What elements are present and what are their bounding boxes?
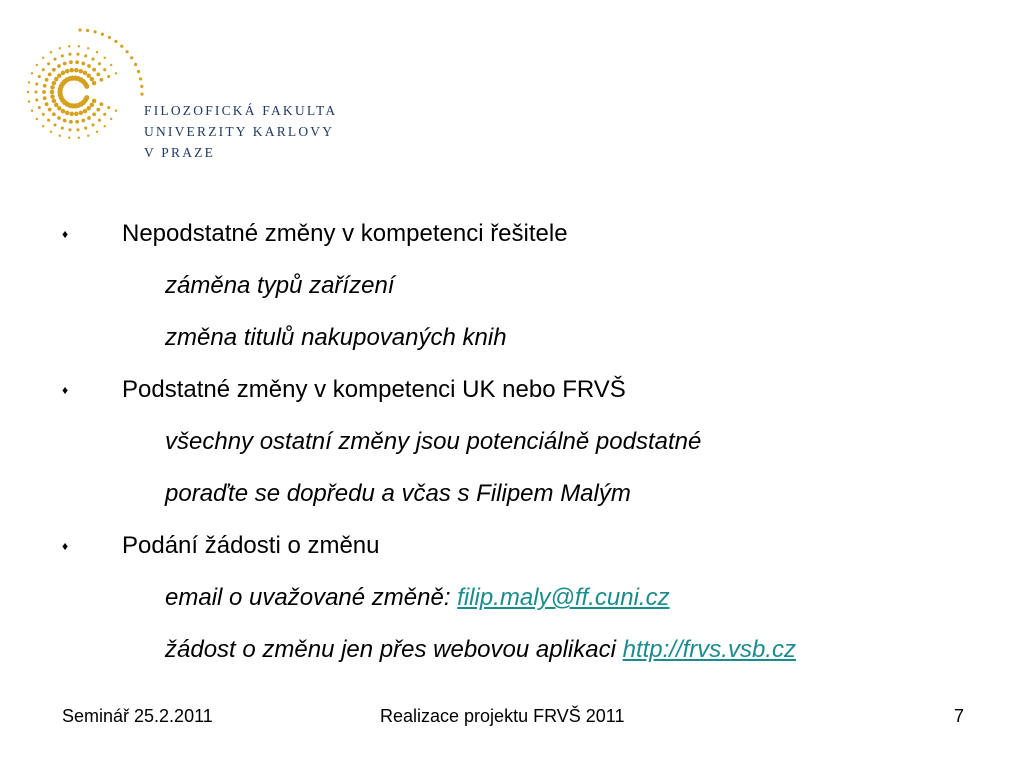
sun-dot [52,99,57,104]
sun-dot [68,45,70,47]
sun-dot [45,78,49,82]
sun-dot [104,57,106,59]
sun-dot [103,113,106,116]
sub-item [165,480,631,508]
sun-dot [53,58,56,61]
sun-dot [86,106,91,111]
sun-dot [36,64,38,66]
sun-dot [35,98,38,101]
sun-dot [76,53,79,56]
sun-dot [96,51,98,53]
sun-dot [65,111,70,116]
sun-dot [78,28,81,31]
sun-dot [87,64,91,68]
sun-dot [107,106,110,109]
sun-dot [61,71,66,76]
sun-dot [52,68,56,72]
sun-dot [110,118,112,120]
email-link[interactable]: filip.maly@ff.cuni.cz [457,584,670,611]
bullet-label: Nepodstatné změny v kompetenci řešitele [122,220,568,247]
sun-dot [114,40,117,43]
sun-dot [61,109,66,114]
sun-dot [81,119,85,123]
sub-item-text: žádost o změnu jen přes webovou aplikaci [165,636,623,663]
sun-dot [57,116,61,120]
sun-dot [68,137,70,139]
sun-dot [84,127,87,130]
sun-dot [120,45,123,48]
footer-center: Realizace projektu FRVŠ 2011 [380,706,625,726]
sub-item-text: všechny ostatní změny jsou potenciálně podstatné [165,428,702,455]
sun-dot [100,78,104,82]
sun-dot [28,81,30,83]
sun-dot [83,71,88,76]
logo-line-2: UNIVERZITY KARLOVY [144,124,335,139]
sun-dot [57,64,61,68]
web-app-link[interactable]: http://frvs.vsb.cz [622,636,796,663]
sun-dot [57,106,62,111]
sun-dot [68,128,71,131]
sun-dot [69,120,73,124]
sun-dot [84,84,89,89]
sun-dot [104,125,106,127]
sun-dot [90,103,95,108]
sun-dot [52,81,57,86]
sun-dot [130,56,133,59]
sun-dot [92,68,96,72]
sub-item [165,636,796,664]
sun-dot [31,72,33,74]
sun-dot [42,90,46,94]
sun-dot [47,119,50,122]
diamond-bullet-icon: ♦ [62,539,69,553]
sun-dot [98,119,101,122]
sun-dot [126,50,129,53]
sun-dot [86,73,91,78]
sun-dot [92,81,97,86]
sun-dot [59,47,61,49]
sub-item [165,272,394,300]
sun-dot [96,131,98,133]
sun-dot [78,45,80,47]
sun-dot [45,102,49,106]
sun-dot [78,137,80,139]
sun-dot [50,51,52,53]
sun-dot [54,77,59,82]
sun-dot [42,57,44,59]
sun-logo-icon [26,14,156,164]
sub-item-text: poraďte se dopředu a včas s Filipem Malým [165,480,631,507]
sun-dot [98,62,101,65]
sun-dot [48,108,52,112]
sun-dot [47,62,50,65]
sun-dot [65,69,70,74]
sun-dot [52,112,56,116]
sun-dot [75,60,79,64]
sun-dot [36,118,38,120]
footer-page-number: 7 [954,706,965,726]
footer-left: Seminář 25.2.2011 [62,706,213,726]
sun-dot [34,90,37,93]
logo-line-1: FILOZOFICKÁ FAKULTA [144,103,338,118]
sun-dot [28,100,30,102]
sun-dot [68,53,71,56]
sun-dot [69,112,74,117]
logo-line-3: V PRAZE [144,145,216,160]
sun-dot [42,113,45,116]
sun-dot [54,103,59,108]
sun-dot [107,75,110,78]
sun-dot [42,125,44,127]
sun-dot [63,119,67,123]
sun-dot [140,85,143,88]
sun-dot [50,85,55,90]
sub-item [165,428,701,456]
sun-dot [43,84,47,88]
sun-dot [110,64,112,66]
sun-dot [115,72,117,74]
sun-dot [43,96,47,100]
sun-dot [79,111,84,116]
sun-dot [31,110,33,112]
sun-dot [61,127,64,130]
sun-dot [63,62,67,66]
sun-dot [38,75,41,78]
sun-dot [35,83,38,86]
sun-dot [50,90,55,95]
sun-dot [59,135,61,137]
sub-item-text: email o uvažované změně: [165,584,458,611]
sun-dot [57,73,62,78]
sub-item-text: záměna typů zařízení [165,272,395,299]
sun-dot [139,77,142,80]
sun-dot [108,36,111,39]
bullet-label: Podstatné změny v kompetenci UK nebo FRVŠ [122,376,626,403]
sun-dot [61,54,64,57]
sun-dot [74,112,79,117]
sun-dot [83,109,88,114]
sun-dot [38,106,41,109]
sun-dot [96,108,100,112]
sun-dot [96,73,100,77]
sun-dot [84,54,87,57]
bullet-label: Podání žádosti o změnu [122,532,380,559]
sun-dot [91,58,94,61]
sun-dot [53,123,56,126]
sun-dot [92,112,96,116]
sun-dot [115,110,117,112]
sun-dot [94,30,97,33]
sun-dot [87,135,89,137]
logo-wordmark [144,100,337,163]
sub-item-text: změna titulů nakupovaných knih [165,324,507,351]
sun-dot [86,29,89,32]
sun-dot [103,68,106,71]
sun-dot [69,60,73,64]
sun-dot [50,94,55,99]
sun-dot [81,62,85,66]
sun-dot [91,123,94,126]
sun-dot [100,102,104,106]
sun-dot [74,68,79,73]
sun-dot [87,47,89,49]
sun-dot [76,128,79,131]
sun-dot [50,131,52,133]
sun-dot [75,120,79,124]
sun-dot [137,70,140,73]
sun-dot [69,68,74,73]
sun-dot [90,77,95,82]
sun-dot [92,99,97,104]
sun-dot [140,93,143,96]
sub-item [165,324,507,352]
diamond-bullet-icon: ♦ [62,227,69,241]
sun-dot [48,73,52,77]
sun-dot [27,91,29,93]
sub-item [165,584,670,612]
sun-dot [42,68,45,71]
sun-dot [134,63,137,66]
sun-dot [101,33,104,36]
sun-dot [79,69,84,74]
diamond-bullet-icon: ♦ [62,383,69,397]
sun-dot [87,116,91,120]
